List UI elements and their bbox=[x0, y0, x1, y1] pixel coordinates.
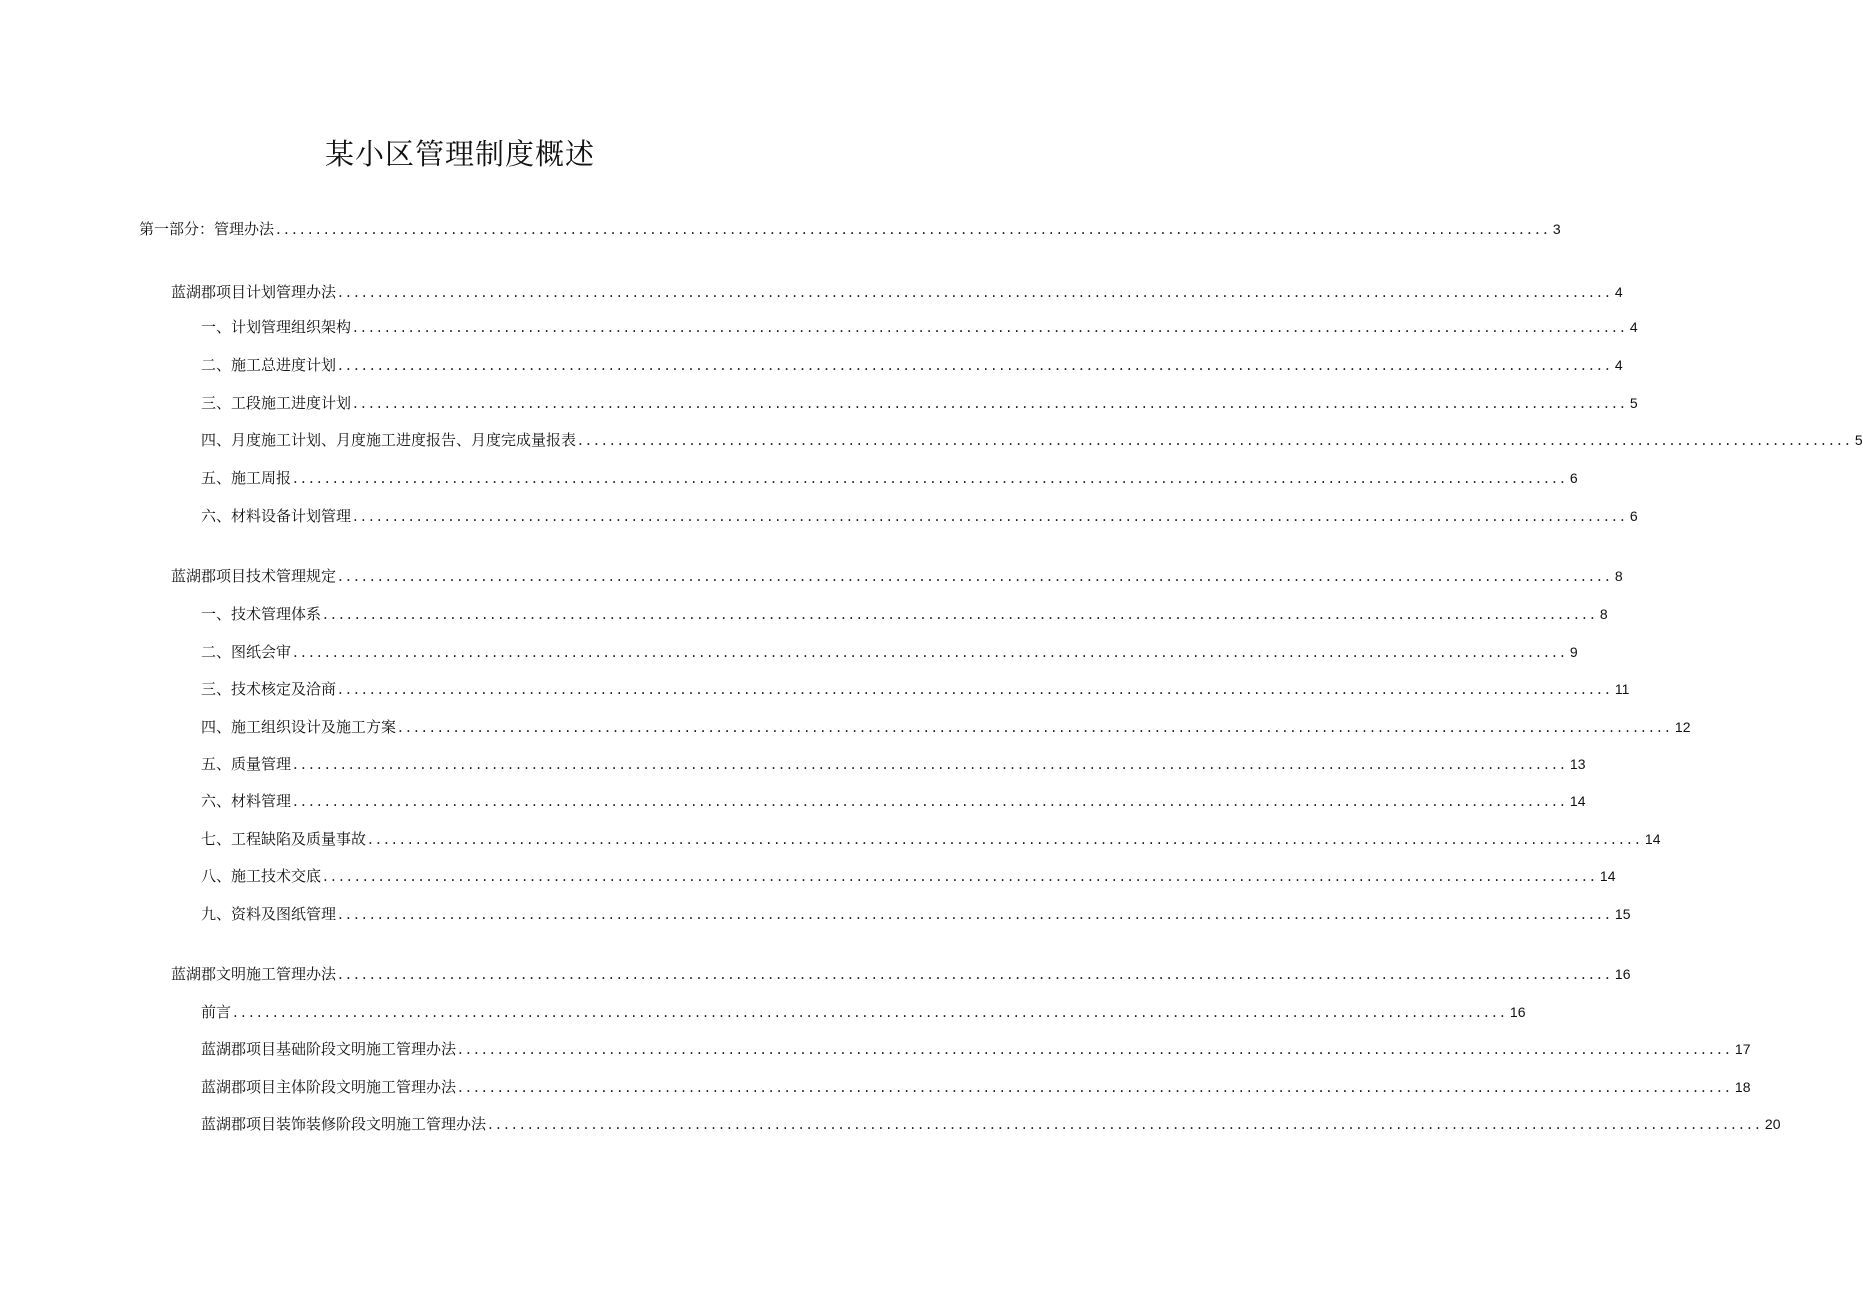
toc-entry-subsection[interactable] bbox=[201, 641, 1578, 663]
toc-leader-dots: ................................................................................................................................................................ bbox=[338, 356, 1613, 374]
toc-leader-dots: ................................................................................................................................................................ bbox=[353, 507, 1628, 525]
toc-entry-subsection[interactable] bbox=[201, 716, 1691, 738]
toc-leader-dots: ................................................................................................................................................................ bbox=[338, 965, 1613, 983]
toc-entry-label: 四、月度施工计划、月度施工进度报告、月度完成量报表 bbox=[201, 431, 577, 449]
toc-page-number: 5 bbox=[1629, 395, 1638, 411]
toc-entry-label: 八、施工技术交底 bbox=[201, 867, 322, 885]
toc-leader-dots: ................................................................................................................................................................ bbox=[338, 567, 1613, 585]
toc-entry-label: 二、图纸会审 bbox=[201, 643, 292, 661]
toc-entry-label: 蓝湖郡项目技术管理规定 bbox=[171, 567, 337, 585]
toc-entry-subsection[interactable] bbox=[201, 865, 1616, 887]
toc-leader-dots: ................................................................................................................................................................ bbox=[398, 718, 1673, 736]
toc-entry-subsection[interactable] bbox=[201, 678, 1630, 700]
toc-leader-dots: ................................................................................................................................................................ bbox=[458, 1040, 1733, 1058]
toc-entry-label: 蓝湖郡项目基础阶段文明施工管理办法 bbox=[201, 1040, 457, 1058]
toc-entry-label: 七、工程缺陷及质量事故 bbox=[201, 830, 367, 848]
toc-leader-dots: ................................................................................................................................................................ bbox=[338, 680, 1613, 698]
toc-entry-label: 蓝湖郡文明施工管理办法 bbox=[171, 965, 337, 983]
toc-entry-subsection[interactable] bbox=[201, 1076, 1751, 1098]
toc-entry-label: 三、技术核定及洽商 bbox=[201, 680, 337, 698]
toc-entry-label: 六、材料管理 bbox=[201, 792, 292, 810]
toc-leader-dots: ................................................................................................................................................................ bbox=[368, 830, 1643, 848]
toc-leader-dots: ................................................................................................................................................................ bbox=[233, 1003, 1508, 1021]
toc-page-number: 5 bbox=[1854, 432, 1863, 448]
toc-page-number: 14 bbox=[1644, 831, 1661, 847]
toc-entry-subsection[interactable] bbox=[201, 354, 1623, 376]
toc-entry-part-1[interactable] bbox=[139, 218, 1561, 240]
toc-leader-dots: ................................................................................................................................................................ bbox=[293, 755, 1568, 773]
toc-entry-subsection[interactable] bbox=[201, 392, 1638, 414]
toc-entry-subsection[interactable] bbox=[201, 903, 1631, 925]
toc-page-number: 4 bbox=[1614, 284, 1623, 300]
toc-entry-label: 五、质量管理 bbox=[201, 755, 292, 773]
toc-leader-dots: ................................................................................................................................................................ bbox=[293, 792, 1568, 810]
toc-entry-subsection[interactable] bbox=[201, 429, 1863, 451]
document-title: 某小区管理制度概述 bbox=[324, 137, 595, 171]
toc-page-number: 8 bbox=[1614, 568, 1623, 584]
toc-leader-dots: ................................................................................................................................................................ bbox=[276, 220, 1551, 238]
toc-entry-label: 前言 bbox=[201, 1003, 232, 1021]
toc-leader-dots: ................................................................................................................................................................ bbox=[323, 867, 1598, 885]
toc-entry-label: 三、工段施工进度计划 bbox=[201, 394, 352, 412]
toc-leader-dots: ................................................................................................................................................................ bbox=[458, 1078, 1733, 1096]
toc-page-number: 16 bbox=[1614, 966, 1631, 982]
toc-page-number: 12 bbox=[1674, 719, 1691, 735]
toc-leader-dots: ................................................................................................................................................................ bbox=[353, 394, 1628, 412]
toc-page-number: 20 bbox=[1764, 1116, 1781, 1132]
toc-entry-subsection[interactable] bbox=[201, 790, 1586, 812]
toc-entry-subsection[interactable] bbox=[201, 828, 1661, 850]
toc-entry-label: 蓝湖郡项目装饰装修阶段文明施工管理办法 bbox=[201, 1115, 487, 1133]
toc-entry-label: 第一部分：管理办法 bbox=[139, 220, 275, 238]
toc-entry-subsection[interactable] bbox=[201, 1001, 1526, 1023]
toc-leader-dots: ................................................................................................................................................................ bbox=[293, 469, 1568, 487]
toc-entry-subsection[interactable] bbox=[201, 467, 1578, 489]
toc-leader-dots: ................................................................................................................................................................ bbox=[488, 1115, 1763, 1133]
toc-page-number: 3 bbox=[1552, 221, 1561, 237]
toc-page-number: 9 bbox=[1569, 644, 1578, 660]
toc-leader-dots: ................................................................................................................................................................ bbox=[353, 318, 1628, 336]
toc-page-number: 18 bbox=[1734, 1079, 1751, 1095]
toc-entry-label: 蓝湖郡项目主体阶段文明施工管理办法 bbox=[201, 1078, 457, 1096]
toc-entry-subsection[interactable] bbox=[201, 753, 1586, 775]
toc-page-number: 14 bbox=[1599, 868, 1616, 884]
toc-page-number: 11 bbox=[1614, 681, 1630, 697]
toc-entry-subsection[interactable] bbox=[201, 316, 1638, 338]
toc-page-number: 14 bbox=[1569, 793, 1586, 809]
toc-entry-section[interactable] bbox=[171, 281, 1623, 303]
toc-entry-label: 九、资料及图纸管理 bbox=[201, 905, 337, 923]
toc-leader-dots: ................................................................................................................................................................ bbox=[293, 643, 1568, 661]
toc-page-number: 15 bbox=[1614, 906, 1631, 922]
toc-leader-dots: ................................................................................................................................................................ bbox=[338, 283, 1613, 301]
toc-entry-label: 蓝湖郡项目计划管理办法 bbox=[171, 283, 337, 301]
toc-entry-subsection[interactable] bbox=[201, 1113, 1781, 1135]
toc-page-number: 4 bbox=[1614, 357, 1623, 373]
toc-entry-label: 四、施工组织设计及施工方案 bbox=[201, 718, 397, 736]
toc-leader-dots: ................................................................................................................................................................ bbox=[338, 905, 1613, 923]
toc-entry-label: 六、材料设备计划管理 bbox=[201, 507, 352, 525]
toc-page-number: 17 bbox=[1734, 1041, 1751, 1057]
toc-entry-section[interactable] bbox=[171, 963, 1631, 985]
toc-entry-label: 二、施工总进度计划 bbox=[201, 356, 337, 374]
toc-page-number: 6 bbox=[1629, 508, 1638, 524]
toc-leader-dots: ................................................................................................................................................................ bbox=[323, 605, 1598, 623]
toc-entry-label: 五、施工周报 bbox=[201, 469, 292, 487]
toc-entry-label: 一、技术管理体系 bbox=[201, 605, 322, 623]
toc-entry-subsection[interactable] bbox=[201, 505, 1638, 527]
toc-page-number: 8 bbox=[1599, 606, 1608, 622]
toc-entry-section[interactable] bbox=[171, 565, 1623, 587]
toc-entry-subsection[interactable] bbox=[201, 1038, 1751, 1060]
toc-page-number: 13 bbox=[1569, 756, 1586, 772]
toc-entry-subsection[interactable] bbox=[201, 603, 1608, 625]
toc-page-number: 6 bbox=[1569, 470, 1578, 486]
toc-entry-label: 一、计划管理组织架构 bbox=[201, 318, 352, 336]
toc-page-number: 4 bbox=[1629, 319, 1638, 335]
toc-page-number: 16 bbox=[1509, 1004, 1526, 1020]
toc-leader-dots: ................................................................................................................................................................ bbox=[578, 431, 1853, 449]
